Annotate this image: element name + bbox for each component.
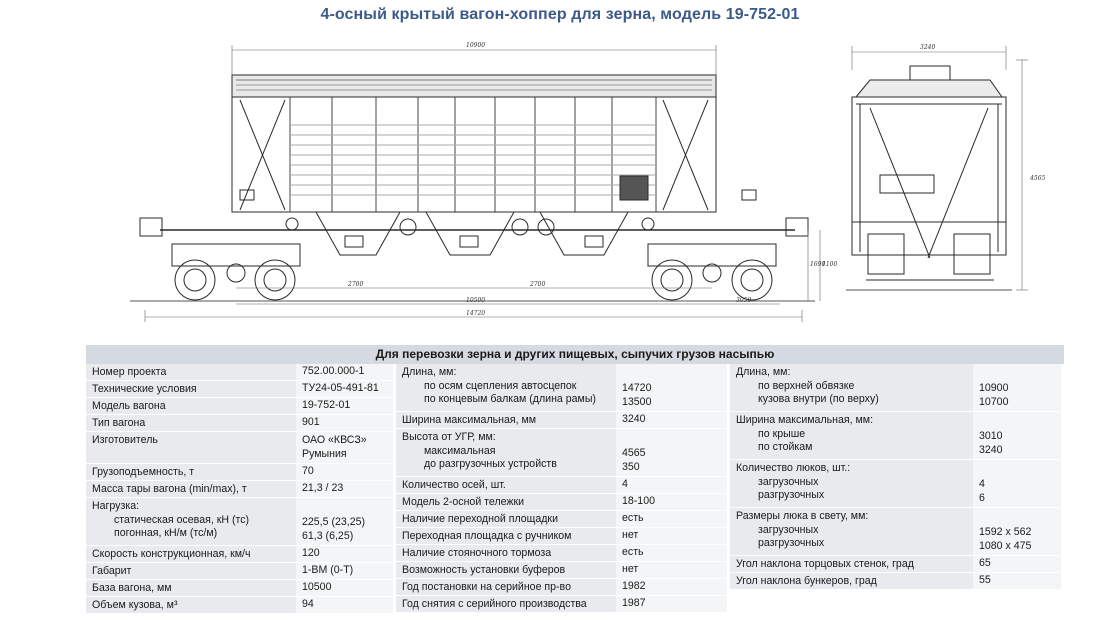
spec-value-line: 4 [622, 478, 628, 491]
spec-label [730, 460, 973, 507]
spec-row [396, 596, 727, 613]
spec-value [973, 508, 1061, 555]
spec-value-line: 13500 [622, 395, 652, 408]
spec-label-sub: кузова внутри (по верху) [758, 393, 879, 405]
spec-column-1 [86, 364, 393, 621]
wagon-drawing-svg [0, 30, 1120, 340]
spec-value [616, 477, 727, 493]
spec-label [86, 580, 296, 596]
spec-label [730, 556, 973, 572]
spec-value-line: 61,3 (6,25) [302, 529, 354, 542]
spec-value [296, 432, 393, 463]
spec-value [296, 398, 393, 414]
spec-label-main: Угол наклона торцовых стенок, град [736, 558, 914, 570]
dim-width: 3240 [920, 44, 936, 51]
spec-row [396, 511, 727, 528]
spec-value-line: ТУ24-05-491-81 [302, 382, 379, 395]
spec-value [973, 573, 1061, 589]
spec-value-line: нет [622, 529, 639, 542]
spec-row [86, 364, 393, 381]
spec-row [730, 364, 1061, 412]
spec-label-main: Размеры люка в свету, мм: [736, 510, 869, 522]
spec-value-line: 1-ВМ (0-Т) [302, 564, 354, 577]
spec-value-line: 1982 [622, 580, 646, 593]
dim-bogie-base: 10500 [466, 297, 486, 304]
spec-value-line: 1080 х 475 [979, 539, 1032, 552]
spec-row [396, 429, 727, 477]
spec-value-line: 3010 [979, 430, 1003, 442]
spec-row [86, 597, 393, 614]
spec-row [86, 563, 393, 580]
spec-label [396, 528, 616, 544]
spec-value [973, 460, 1061, 507]
spec-value [296, 498, 393, 545]
spec-value [296, 464, 393, 480]
spec-label-sub: максимальная [424, 444, 496, 457]
spec-label-main: Возможность установки буферов [402, 564, 566, 576]
spec-label [396, 562, 616, 578]
spec-value-line: 350 [622, 460, 640, 473]
spec-label-sub: статическая осевая, кН (тс) [114, 513, 250, 526]
spec-value-line: 19-752-01 [302, 399, 351, 412]
spec-label [396, 494, 616, 510]
spec-label-main: Год постановки на серийное пр-во [402, 581, 571, 593]
spec-value-line: 10700 [979, 395, 1009, 408]
spec-value [296, 381, 393, 397]
spec-row [396, 545, 727, 562]
spec-label [396, 477, 616, 493]
spec-value [616, 528, 727, 544]
spec-value-line: 55 [979, 574, 991, 587]
spec-label-main: Технические условия [92, 383, 197, 395]
spec-label-main: Скорость конструкционная, км/ч [92, 548, 251, 560]
spec-label-sub: разгрузочных [758, 537, 825, 549]
spec-value [296, 597, 393, 613]
roof-outline [232, 75, 716, 97]
spec-value-line: 3240 [622, 413, 646, 426]
spec-label-main: Переходная площадка с ручником [402, 530, 572, 542]
spec-value-line: 225,5 (23,25) [302, 516, 366, 528]
spec-row [396, 579, 727, 596]
dim-overall-length: 14720 [466, 310, 486, 317]
spec-value-line: 18-100 [622, 495, 655, 508]
spec-value [616, 429, 727, 476]
spec-label-sub: по концевым балкам (длина рамы) [424, 393, 596, 405]
spec-value-line: нет [622, 563, 639, 576]
dim-span-right: 2700 [530, 281, 546, 288]
spec-row [86, 398, 393, 415]
spec-value-line: 3240 [979, 443, 1003, 456]
spec-row [86, 464, 393, 481]
spec-label [86, 398, 296, 414]
spec-value [296, 364, 393, 380]
spec-row [396, 364, 727, 412]
spec-label [86, 381, 296, 397]
spec-row [86, 432, 393, 464]
spec-row [396, 494, 727, 511]
spec-label-sub: загрузочных [758, 475, 819, 488]
spec-label [86, 481, 296, 497]
spec-label-main: Количество осей, шт. [402, 479, 506, 491]
spec-value-line: 4 [979, 478, 985, 490]
spec-label [86, 432, 296, 463]
spec-row [396, 477, 727, 494]
dim-end-offset: 3050 [736, 297, 752, 304]
spec-value-line: 70 [302, 465, 314, 478]
spec-label-main: Грузоподъемность, т [92, 466, 195, 478]
dim-height-side: 1690 [810, 261, 826, 268]
spec-value [973, 364, 1061, 411]
spec-label [86, 597, 296, 613]
spec-row [86, 580, 393, 597]
spec-value [616, 364, 727, 411]
spec-value [296, 415, 393, 431]
spec-label [86, 464, 296, 480]
spec-value [616, 596, 727, 612]
spec-label [730, 508, 973, 555]
spec-row [86, 481, 393, 498]
spec-value [616, 494, 727, 510]
spec-label-main: Высота от УГР, мм: [402, 431, 496, 443]
spec-row [86, 546, 393, 563]
spec-row [86, 381, 393, 398]
spec-label-main: Ширина максимальная, мм [402, 414, 537, 426]
spec-label-sub: по стойкам [758, 441, 813, 453]
spec-label-sub: разгрузочных [758, 489, 825, 501]
spec-label-sub: по осям сцепления автосцепок [424, 379, 577, 392]
spec-value [616, 562, 727, 578]
spec-value-line: 1987 [622, 597, 646, 610]
spec-table [86, 345, 1064, 621]
dim-top-length: 10900 [466, 42, 486, 49]
spec-value-line: 94 [302, 598, 314, 611]
dim-span-left: 2700 [348, 281, 364, 288]
spec-label-sub: погонная, кН/м (тс/м) [114, 527, 218, 539]
spec-value-line: 6 [979, 491, 985, 504]
spec-row [730, 460, 1061, 508]
spec-value-line: 65 [979, 557, 991, 570]
spec-label-main: Тип вагона [92, 417, 146, 429]
spec-label-main: Модель 2-осной тележки [402, 496, 525, 508]
spec-label [730, 364, 973, 411]
spec-value [616, 511, 727, 527]
spec-row [730, 556, 1061, 573]
spec-value [973, 412, 1061, 459]
spec-label-main: Нагрузка: [92, 500, 140, 512]
spec-label [396, 545, 616, 561]
spec-label [396, 429, 616, 476]
spec-value-line: 10500 [302, 581, 332, 594]
spec-label-main: Длина, мм: [736, 366, 791, 378]
spec-label-main: Наличие стояночного тормоза [402, 547, 552, 559]
left-bogie [172, 244, 300, 300]
spec-label-sub: по верхней обвязке [758, 379, 855, 392]
spec-label [86, 546, 296, 562]
spec-value [296, 580, 393, 596]
spec-value-line: 10900 [979, 382, 1009, 394]
spec-label-main: Масса тары вагона (min/max), т [92, 483, 247, 495]
spec-value [296, 546, 393, 562]
spec-value-line: есть [622, 546, 644, 559]
spec-value-line: 21,3 / 23 [302, 482, 344, 495]
spec-label [86, 498, 296, 545]
spec-label [396, 511, 616, 527]
spec-label-main: Год снятия с серийного производства [402, 598, 587, 610]
end-view [846, 66, 1012, 290]
spec-label-main: Угол наклона бункеров, град [736, 575, 877, 587]
spec-label-sub: до разгрузочных устройств [424, 458, 557, 470]
page-title: 4-осный крытый вагон-хоппер для зерна, модель 19-752-01 [320, 6, 800, 23]
spec-row [86, 415, 393, 432]
spec-value-line: 4565 [622, 447, 646, 459]
spec-value [616, 545, 727, 561]
spec-label-main: Объем кузова, м³ [92, 599, 178, 611]
right-bogie [648, 244, 776, 300]
wagon-drawing [0, 30, 1120, 340]
spec-label-main: Ширина максимальная, мм: [736, 414, 874, 426]
spec-value [616, 579, 727, 595]
dim-height-side2: 1100 [822, 261, 838, 268]
spec-label [396, 412, 616, 428]
spec-row [396, 528, 727, 545]
spec-row [730, 573, 1061, 590]
spec-label [730, 573, 973, 589]
spec-label-main: Модель вагона [92, 400, 166, 412]
dim-height-total: 4565 [1030, 175, 1046, 182]
spec-label [396, 579, 616, 595]
spec-label-sub: по крыше [758, 427, 806, 440]
spec-value-line: 14720 [622, 382, 652, 394]
spec-column-3 [730, 364, 1061, 621]
spec-row [730, 412, 1061, 460]
spec-header: Для перевозки зерна и других пищевых, сыпучих грузов насыпью [86, 345, 1064, 364]
spec-label-main: Габарит [92, 565, 132, 577]
spec-row [396, 562, 727, 579]
spec-value-line: есть [622, 512, 644, 525]
spec-label-sub: загрузочных [758, 523, 819, 536]
spec-value-line: 1592 х 562 [979, 526, 1032, 538]
spec-value [296, 563, 393, 579]
spec-label [730, 412, 973, 459]
spec-row [730, 508, 1061, 556]
spec-value-line: 752.00.000-1 [302, 365, 365, 378]
spec-label-main: Количество люков, шт.: [736, 462, 851, 474]
spec-value-line: Румыния [302, 447, 347, 460]
spec-value [973, 556, 1061, 572]
spec-label [396, 596, 616, 612]
spec-row [396, 412, 727, 429]
spec-label [396, 364, 616, 411]
spec-value [296, 481, 393, 497]
spec-label-main: База вагона, мм [92, 582, 172, 594]
spec-label-main: Длина, мм: [402, 366, 457, 378]
spec-label-main: Изготовитель [92, 434, 158, 446]
spec-value-line: 120 [302, 547, 320, 560]
spec-label-main: Номер проекта [92, 366, 167, 378]
spec-value [616, 412, 727, 428]
spec-row [86, 498, 393, 546]
spec-label [86, 563, 296, 579]
spec-label [86, 415, 296, 431]
spec-label-main: Наличие переходной площадки [402, 513, 558, 525]
spec-label [86, 364, 296, 380]
spec-value-line: 901 [302, 416, 320, 429]
spec-value-line: ОАО «КВСЗ» [302, 434, 367, 446]
spec-column-2 [396, 364, 727, 621]
